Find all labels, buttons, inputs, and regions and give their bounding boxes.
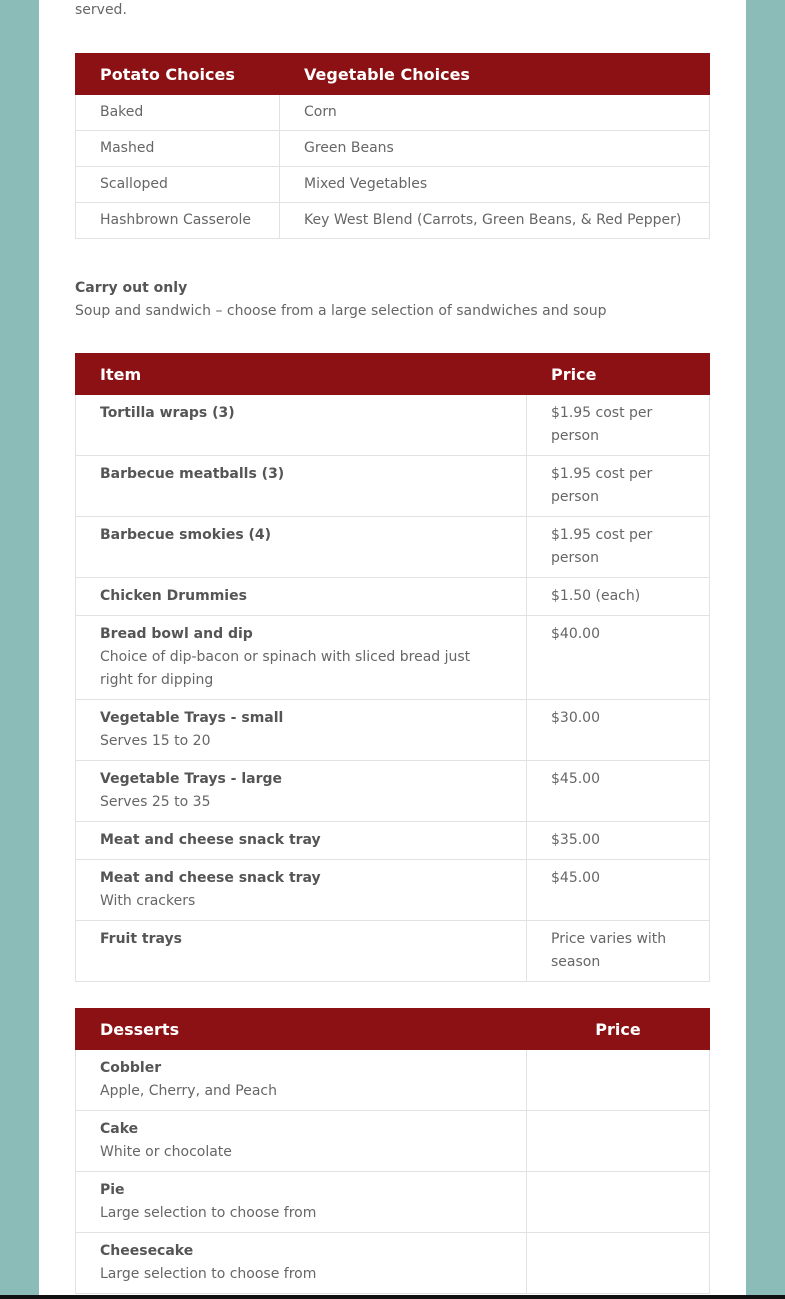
item-cell [76,395,527,456]
price-cell: $1.95 cost per person [527,517,710,578]
sides-table-wrapper [75,53,710,239]
potato-cell: Mashed [76,131,280,167]
dessert-cell [76,1111,527,1172]
potato-cell: Baked [76,95,280,131]
dessert-name: Cake [100,1121,139,1137]
intro-text: served. [75,2,127,18]
vegetable-choices-header: Vegetable Choices [280,54,710,95]
table-row [76,761,710,822]
table-row [76,1233,710,1294]
item-name: Fruit trays [100,931,182,947]
item-name: Vegetable Trays - small [100,710,284,726]
price-cell: $35.00 [527,822,710,860]
price-cell: $1.95 cost per person [527,456,710,517]
vegetable-cell: Green Beans [280,131,710,167]
price-cell: $30.00 [527,700,710,761]
item-cell [76,921,527,982]
price-cell: $1.95 cost per person [527,395,710,456]
table-row [76,95,710,131]
table-row [76,616,710,700]
dessert-price-cell [527,1050,710,1111]
desserts-header: Desserts [76,1009,527,1050]
dessert-description: Large selection to choose from [100,1266,317,1282]
table-row [76,822,710,860]
table-row [76,203,710,239]
item-cell [76,517,527,578]
item-name: Barbecue meatballs (3) [100,466,285,482]
table-row [76,921,710,982]
table-row [76,860,710,921]
dessert-price-header: Price [527,1009,710,1050]
price-cell: $45.00 [527,761,710,822]
desserts-table-wrapper [75,1008,710,1294]
item-name: Meat and cheese snack tray [100,870,321,886]
item-description: With crackers [100,893,196,909]
intro-text-block [75,0,710,21]
item-cell [76,456,527,517]
vegetable-cell: Mixed Vegetables [280,167,710,203]
bottom-bar [0,1295,785,1299]
price-cell: $1.50 (each) [527,578,710,616]
dessert-description: Apple, Cherry, and Peach [100,1083,277,1099]
item-name: Vegetable Trays - large [100,771,283,787]
dessert-cell [76,1233,527,1294]
table-row [76,131,710,167]
item-cell [76,860,527,921]
dessert-name: Cobbler [100,1060,162,1076]
page-panel [39,0,746,1299]
price-cell: $45.00 [527,860,710,921]
table-row [76,1050,710,1111]
dessert-cell [76,1050,527,1111]
item-cell [76,822,527,860]
dessert-description: White or chocolate [100,1144,232,1160]
items-table-wrapper [75,353,710,982]
table-row [76,578,710,616]
item-name: Bread bowl and dip [100,626,253,642]
item-cell [76,761,527,822]
item-description: Serves 25 to 35 [100,794,211,810]
dessert-name: Cheesecake [100,1243,194,1259]
dessert-description: Large selection to choose from [100,1205,317,1221]
potato-cell: Hashbrown Casserole [76,203,280,239]
desserts-table [75,1008,710,1294]
dessert-price-cell [527,1111,710,1172]
item-name: Meat and cheese snack tray [100,832,321,848]
item-cell [76,616,527,700]
table-row [76,1172,710,1233]
item-cell [76,700,527,761]
table-row [76,395,710,456]
price-cell: $40.00 [527,616,710,700]
price-header: Price [527,354,710,395]
item-description: Choice of dip-bacon or spinach with sliced bread just right for dipping [100,649,471,688]
carry-out-section [75,277,710,323]
dessert-cell [76,1172,527,1233]
table-row [76,167,710,203]
items-table [75,353,710,982]
potato-choices-header: Potato Choices [76,54,280,95]
dessert-price-cell [527,1172,710,1233]
item-name: Chicken Drummies [100,588,247,604]
vegetable-cell: Key West Blend (Carrots, Green Beans, & Red Pepper) [280,203,710,239]
table-row [76,517,710,578]
item-header: Item [76,354,527,395]
table-row [76,700,710,761]
sides-table [75,53,710,239]
item-name: Tortilla wraps (3) [100,405,235,421]
dessert-price-cell [527,1233,710,1294]
table-row [76,1111,710,1172]
price-cell: Price varies with season [527,921,710,982]
potato-cell: Scalloped [76,167,280,203]
table-row [76,456,710,517]
carry-out-label: Carry out only [75,280,188,296]
carry-out-text: Soup and sandwich – choose from a large selection of sandwiches and soup [75,303,607,319]
items-header-row [76,354,710,395]
item-name: Barbecue smokies (4) [100,527,272,543]
vegetable-cell: Corn [280,95,710,131]
item-description: Serves 15 to 20 [100,733,211,749]
sides-header-row [76,54,710,95]
desserts-header-row [76,1009,710,1050]
item-cell [76,578,527,616]
dessert-name: Pie [100,1182,125,1198]
